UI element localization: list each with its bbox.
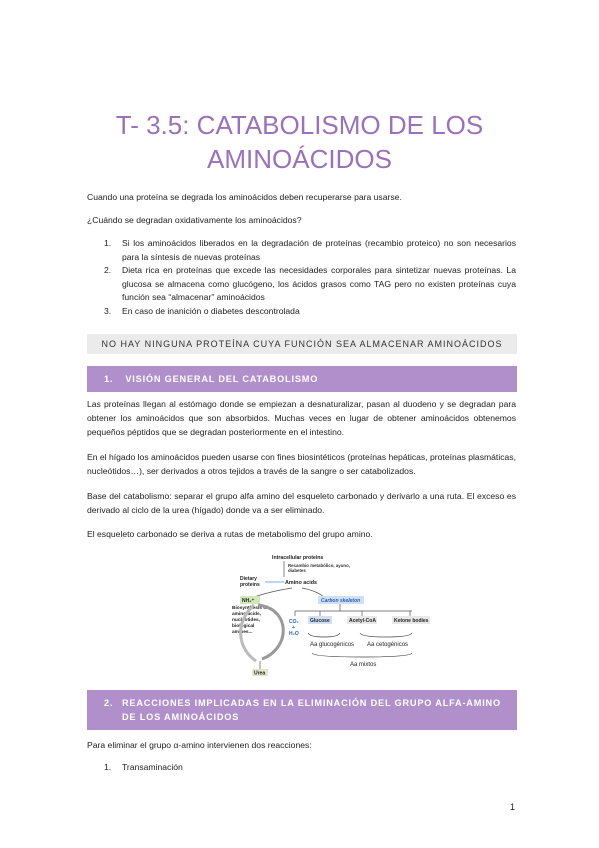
figure-label-amino-acids: Amino acids (285, 580, 318, 586)
section-heading-2 (87, 690, 517, 730)
paragraph-two-reactions: Para eliminar el grupo α-amino intervienen dos reacciones: (87, 740, 312, 750)
bracket-mixtos (312, 653, 412, 657)
figure-label-biosynthesis-1: Biosynthesis of (232, 606, 268, 611)
page-number: 1 (509, 802, 515, 812)
figure-label-urea: Urea (254, 670, 266, 677)
figure-label-carbon-skeleton: Carbon skeleton (321, 598, 361, 604)
figure-label-ketone: Ketone bodies (394, 618, 429, 624)
reactions-list (104, 761, 516, 775)
section-number: 1. (104, 374, 114, 384)
arrow-to-nh4 (254, 588, 292, 597)
paragraph-liver: En el hígado los aminoácidos pueden usarse con fines biosintéticos (proteínas hepáticas, proteínas plasmáticas, nucleótidos…), ser derivados a otros tejidos a través de la sangre o ser catabolizados. (87, 452, 516, 476)
list-item-text: En caso de inanición o diabetes descontrolada (122, 305, 300, 316)
figure-label-biosynthesis-5: amines... (232, 630, 253, 635)
figure-label-biosynthesis-3: nucleotides, (232, 618, 260, 623)
figure-label-diabetes: diabetes (288, 568, 306, 573)
list-item (104, 237, 516, 264)
section-title-line-1: REACCIONES IMPLICADAS EN LA ELIMINACIÓN DEL GRUPO ALFA-AMINO (122, 698, 501, 708)
list-item (104, 264, 516, 305)
section-title-line-2: DE LOS AMINOÁCIDOS (122, 712, 240, 722)
figure-label-proteins: proteins (240, 582, 260, 588)
figure-label-recambio: Recambio metabólico, ayuno, (288, 563, 350, 568)
paragraph-catabolism-base: Base del catabolismo: separar el grupo alfa amino del esqueleto carbonado y derivarlo a una ruta. El exceso es derivado al ciclo de la urea (hígado) donde va a ser eliminado. (87, 491, 516, 515)
list-item-text: Transaminación (122, 762, 183, 772)
intro-paragraph-1: Cuando una proteína se degrada los aminoácidos deben recuperarse para usarse. (87, 192, 402, 202)
list-item-number: 2. (104, 265, 112, 275)
figure-label-glucogenicos: Aa glucogénicos (310, 642, 355, 648)
figure-label-biosynthesis-2: amino acids, (232, 612, 262, 617)
figure-label-h2o: H₂O (289, 631, 299, 637)
page-title: T- 3.5: CATABOLISMO DE LOS AMINOÁCIDOS (115, 110, 484, 174)
paragraph-carbon-skeleton: El esqueleto carbonado se deriva a rutas de metabolismo del grupo amino. (87, 529, 373, 539)
bracket-glucogenicos (308, 633, 340, 637)
figure-label-dietary: Dietary (240, 576, 257, 582)
figure-label-nh4: NH₄⁺ (242, 598, 255, 604)
figure-label-glucose: Glucose (310, 618, 330, 624)
section-heading-1 (87, 366, 517, 392)
list-item (104, 761, 516, 775)
figure-label-intracellular: Intracellular proteins (272, 555, 324, 561)
figure-label-plus: + (292, 625, 295, 631)
figure-label-mixtos: Aa mixtos (350, 662, 377, 668)
figure-label-biosynthesis-4: biological (232, 624, 255, 629)
list-item-text: Si los aminoácidos liberados en la degradación de proteínas (recambio proteico) no son necesarios para la síntesis de nuevas proteínas (122, 238, 516, 262)
reasons-list (104, 237, 516, 318)
figure-label-co2: CO₂ (289, 619, 299, 625)
figure-label-cetogenicos: Aa cetogénicos (367, 642, 409, 648)
note-banner: NO HAY NINGUNA PROTEÍNA CUYA FUNCIÓN SEA ALMACENAR AMINOÁCIDOS (87, 334, 517, 354)
arrow-to-carbon (302, 588, 324, 597)
list-item-number: 1. (104, 238, 112, 248)
list-item (104, 305, 516, 319)
section-number: 2. (104, 698, 114, 708)
paragraph-digestion: Las proteínas llegan al estómago donde se empiezan a desnaturalizar, pasan al duodeno y se degradan para obtener los aminoácidos que son absorbidos. Muchas veces en lugar de obtener aminoácidos obtenemos pequeños péptidos que se degradan posteriormente en el intestino. (87, 399, 516, 437)
bracket-cetogenicos (360, 633, 412, 637)
list-item-text: Dieta rica en proteínas que excede las necesidades corporales para sintetizar nuevas proteínas. La glucosa se almacena como glucógeno, los ácidos grasos como TAG pero no existen proteínas cuya función sea “almacenar” aminoácidos (122, 265, 516, 302)
figure-label-acetylcoa: Acetyl-CoA (349, 618, 376, 624)
intro-paragraph-2: ¿Cuándo se degradan oxidativamente los aminoácidos? (87, 215, 302, 225)
urea-cycle-arc-right (258, 605, 283, 659)
section-title: VISIÓN GENERAL DEL CATABOLISMO (125, 374, 319, 384)
list-item-number: 3. (104, 305, 112, 316)
amino-acid-catabolism-figure (232, 553, 432, 687)
list-item-number: 1. (104, 762, 112, 772)
